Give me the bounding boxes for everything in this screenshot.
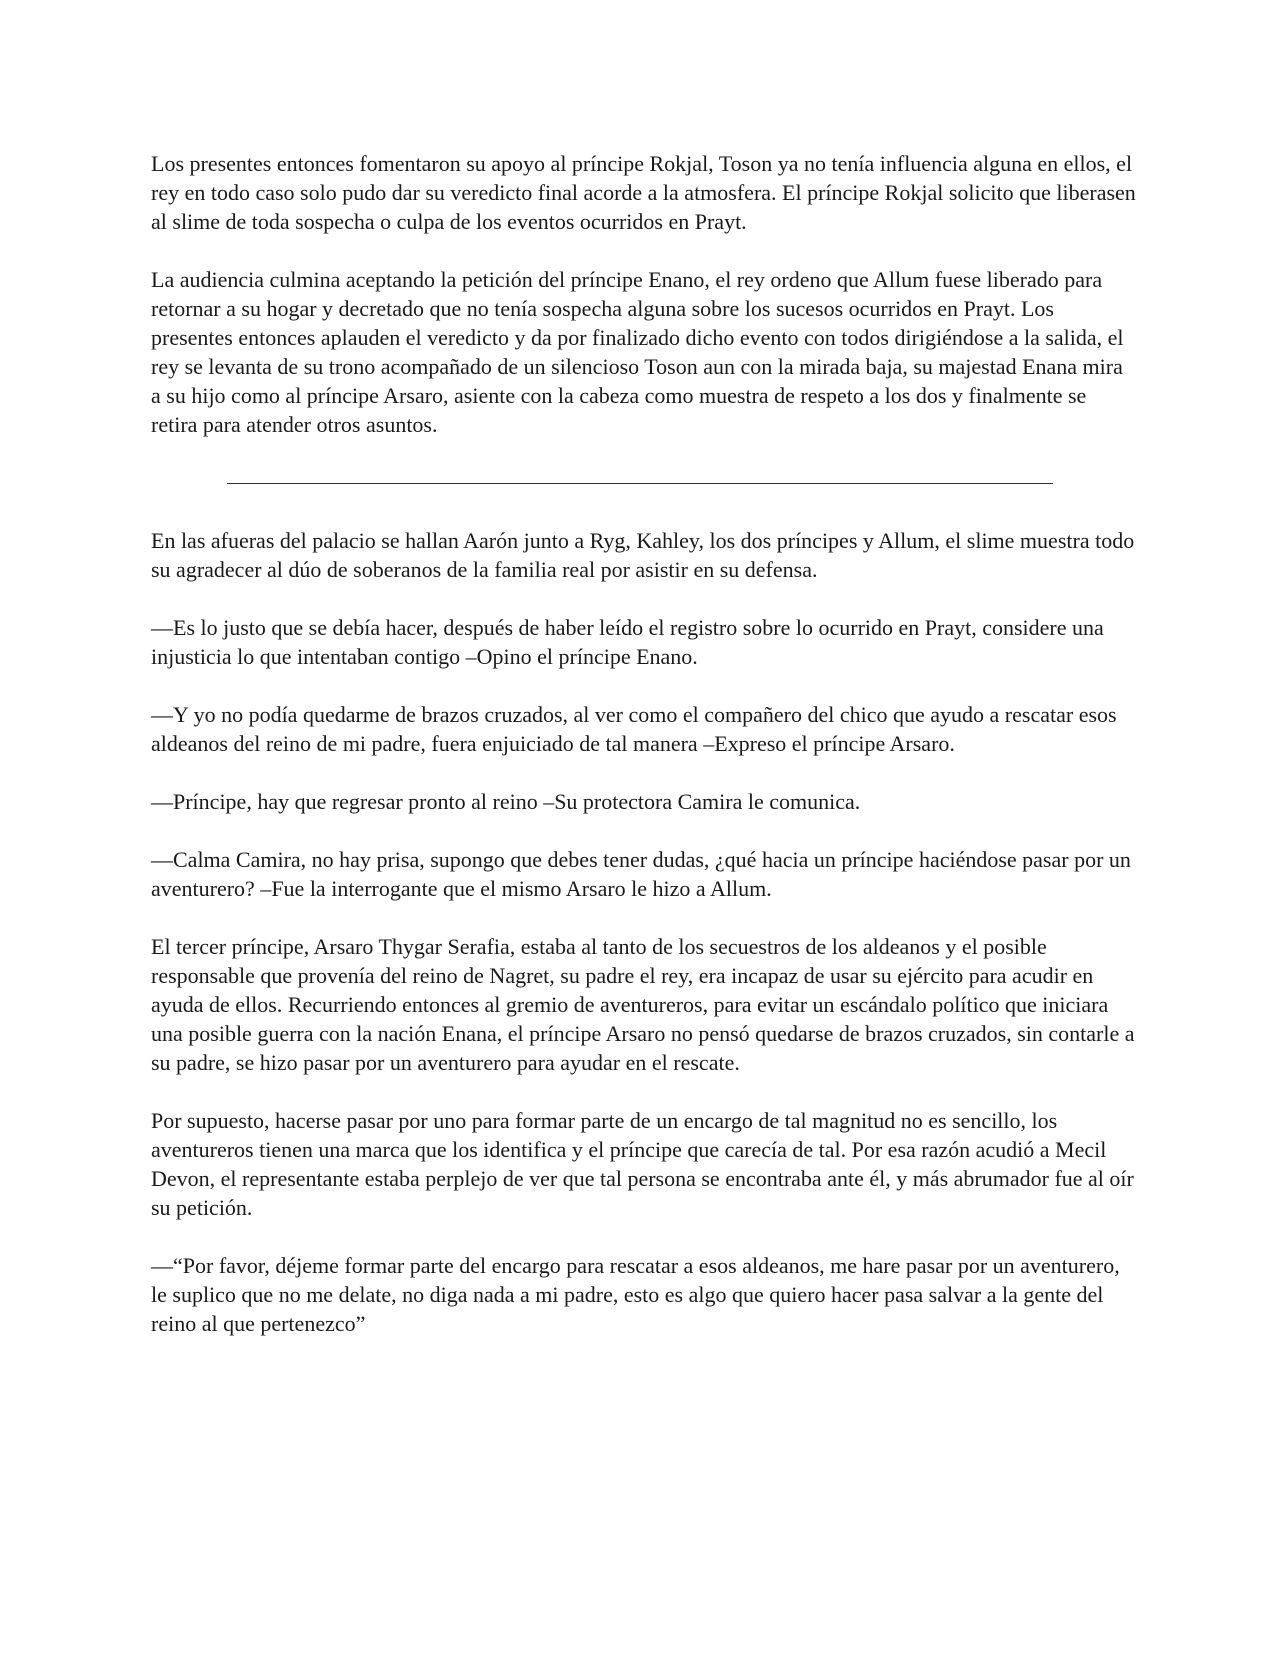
paragraph: Los presentes entonces fomentaron su apoyo al príncipe Rokjal, Toson ya no tenía influencia alguna en ellos, el rey en todo caso solo pudo dar su veredicto final acorde a la atmosfera. El príncipe Rokjal solicito que liberasen al slime de toda sospecha o culpa de los eventos ocurridos en Prayt. xyxy=(151,151,1136,234)
dialogue-paragraph: —Es lo justo que se debía hacer, después de haber leído el registro sobre lo ocurrido en Prayt, considere una injusticia lo que intentaban contigo –Opino el príncipe Enano. xyxy=(151,615,1104,669)
horizontal-rule xyxy=(227,483,1053,484)
dialogue-paragraph: —“Por favor, déjeme formar parte del encargo para rescatar a esos aldeanos, me hare pasar por un aventurero, le suplico que no me delate, no diga nada a mi padre, esto es algo que quiero hacer pasa salvar a la gente del reino al que pertenezco” xyxy=(151,1253,1120,1336)
paragraph: La audiencia culmina aceptando la petición del príncipe Enano, el rey ordeno que Allum fuese liberado para retornar a su hogar y decretado que no tenía sospecha alguna sobre los sucesos ocurridos en Prayt. Los presentes entonces aplauden el veredicto y da por finalizado dicho evento con todos dirigiéndose a la salida, el rey se levanta de su trono acompañado de un silencioso Toson aun con la mirada baja, su majestad Enana mira a su hijo como al príncipe Arsaro, asiente con la cabeza como muestra de respeto a los dos y finalmente se retira para atender otros asuntos. xyxy=(151,267,1124,437)
document-body xyxy=(151,149,1136,1367)
dialogue-paragraph: —Y yo no podía quedarme de brazos cruzados, al ver como el compañero del chico que ayudo a rescatar esos aldeanos del reino de mi padre, fuera enjuiciado de tal manera –Expreso el príncipe Arsaro. xyxy=(151,702,1117,756)
paragraph: En las afueras del palacio se hallan Aarón junto a Ryg, Kahley, los dos príncipes y Allum, el slime muestra todo su agradecer al dúo de soberanos de la familia real por asistir en su defensa. xyxy=(151,528,1135,582)
paragraph: El tercer príncipe, Arsaro Thygar Serafia, estaba al tanto de los secuestros de los aldeanos y el posible responsable que provenía del reino de Nagret, su padre el rey, era incapaz de usar su ejército para acudir en ayuda de ellos. Recurriendo entonces al gremio de aventureros, para evitar un escándalo político que iniciara una posible guerra con la nación Enana, el príncipe Arsaro no pensó quedarse de brazos cruzados, sin contarle a su padre, se hizo pasar por un aventurero para ayudar en el rescate. xyxy=(151,934,1135,1075)
paragraph: Por supuesto, hacerse pasar por uno para formar parte de un encargo de tal magnitud no es sencillo, los aventureros tienen una marca que los identifica y el príncipe que carecía de tal. Por esa razón acudió a Mecil Devon, el representante estaba perplejo de ver que tal persona se encontraba ante él, y más abrumador fue al oír su petición. xyxy=(151,1108,1134,1220)
dialogue-paragraph: —Calma Camira, no hay prisa, supongo que debes tener dudas, ¿qué hacia un príncipe haciéndose pasar por un aventurero? –Fue la interrogante que el mismo Arsaro le hizo a Allum. xyxy=(151,847,1131,901)
section-separator xyxy=(151,468,1136,497)
dialogue-paragraph: —Príncipe, hay que regresar pronto al reino –Su protectora Camira le comunica. xyxy=(151,789,861,814)
